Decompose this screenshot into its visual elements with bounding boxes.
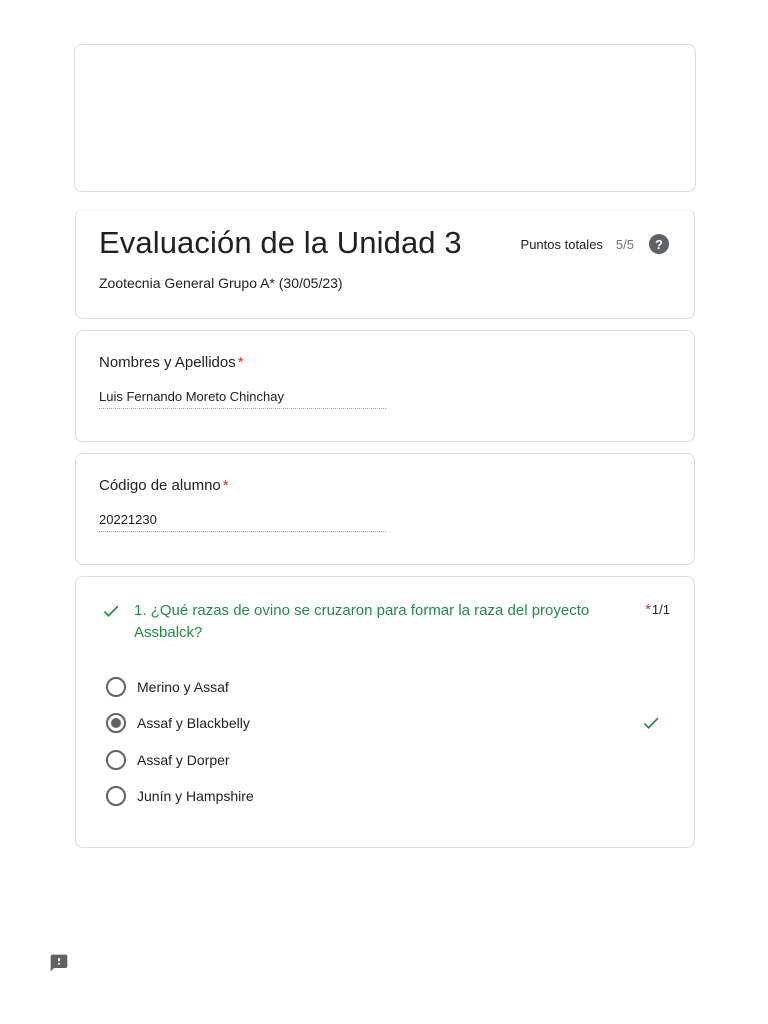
question-score [645,601,670,618]
form-description: Zootecnia General Grupo A* (30/05/23) [99,275,343,291]
question-title-1: 1. ¿Qué razas de ovino se cruzaron para formar la raza del proyecto Assbalck? [134,602,590,641]
option-assaf-blackbelly[interactable] [106,711,250,735]
total-points-label: Puntos totales [520,236,603,252]
question-title-student-code [99,477,229,494]
header-banner-card [74,44,696,192]
form-title-card [75,209,695,319]
required-asterisk: * [237,354,244,371]
required-asterisk: * [645,601,651,618]
option-assaf-dorper[interactable] [106,748,230,772]
option-junin-hampshire[interactable] [106,784,254,808]
check-icon [641,713,661,733]
check-icon [101,601,121,621]
question-card-1 [75,576,695,848]
option-merino-assaf[interactable] [106,675,229,699]
option-label: Merino y Assaf [137,679,229,695]
option-label: Assaf y Blackbelly [137,715,250,731]
total-points [521,234,669,254]
radio-button[interactable] [106,677,126,697]
radio-button[interactable] [106,750,126,770]
question-card-name [75,330,695,442]
help-icon[interactable]: ? [649,234,669,254]
question-card-student-code [75,453,695,565]
option-label: Assaf y Dorper [137,752,230,768]
radio-button-selected[interactable] [106,713,126,733]
required-asterisk: * [222,477,229,494]
question-title-name [99,354,244,371]
feedback-icon[interactable] [49,953,69,973]
question-label: Código de alumno [99,477,221,494]
total-points-value: 5/5 [615,236,634,252]
option-label: Junín y Hampshire [137,788,254,804]
score-value: 1/1 [651,602,670,617]
question-label: Nombres y Apellidos [99,354,236,371]
name-answer: Luis Fernando Moreto Chinchay [99,389,386,409]
student-code-answer: 20221230 [99,512,386,532]
form-title: Evaluación de la Unidad 3 [99,225,462,260]
radio-button[interactable] [106,786,126,806]
